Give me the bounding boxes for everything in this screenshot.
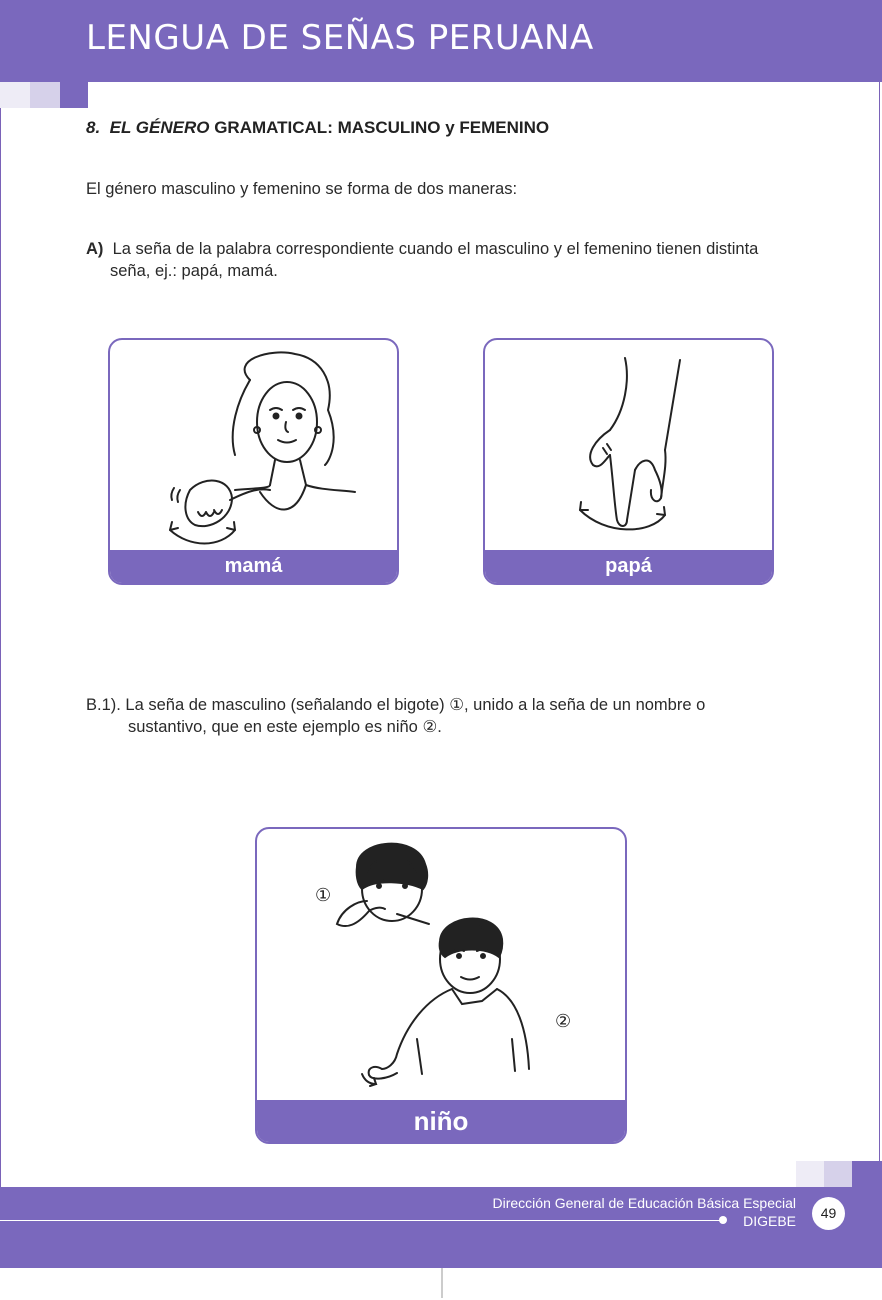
crop-mark bbox=[440, 1268, 444, 1298]
deco-block bbox=[824, 1161, 852, 1187]
section-title-italic: EL GÉNERO bbox=[109, 118, 210, 137]
page-header bbox=[0, 0, 882, 82]
mama-label: mamá bbox=[110, 550, 397, 583]
item-b1-line1: B.1). La seña de masculino (señalando el bigote) ①, unido a la seña de un nombre o bbox=[86, 696, 706, 714]
nino-step2-marker: ② bbox=[555, 1011, 572, 1032]
page-footer bbox=[0, 1187, 882, 1268]
item-a-line1: La seña de la palabra correspondiente cuando el masculino y el femenino tienen distinta bbox=[112, 240, 759, 258]
footer-organization: Dirección General de Educación Básica Especial bbox=[492, 1195, 796, 1211]
footer-rule bbox=[0, 1220, 722, 1221]
footer-decoration bbox=[796, 1161, 882, 1187]
sign-card-papa bbox=[483, 338, 774, 585]
mama-sign-illustration bbox=[110, 340, 399, 555]
deco-block bbox=[0, 82, 30, 108]
item-b1-paragraph bbox=[86, 694, 798, 738]
deco-block bbox=[30, 82, 60, 108]
section-number: 8. bbox=[86, 118, 101, 137]
section-title-rest: GRAMATICAL: MASCULINO y FEMENINO bbox=[209, 118, 550, 137]
papa-sign-illustration bbox=[485, 340, 774, 555]
nino-label: niño bbox=[257, 1100, 625, 1142]
nino-step1-marker: ① bbox=[315, 885, 332, 906]
footer-rule-dot bbox=[719, 1216, 727, 1224]
nino-sign-illustration bbox=[257, 829, 627, 1104]
deco-block bbox=[60, 82, 88, 108]
sign-card-mama bbox=[108, 338, 399, 585]
item-a-line2: seña, ej.: papá, mamá. bbox=[110, 262, 278, 280]
sign-card-nino bbox=[255, 827, 627, 1144]
item-a-paragraph bbox=[86, 238, 801, 282]
section-title bbox=[86, 118, 549, 138]
intro-paragraph: El género masculino y femenino se forma de dos maneras: bbox=[86, 180, 518, 198]
deco-block bbox=[852, 1161, 882, 1187]
page-number: 49 bbox=[812, 1197, 845, 1230]
header-title: LENGUA DE SEÑAS PERUANA bbox=[86, 18, 594, 58]
item-b1-line2: sustantivo, que en este ejemplo es niño ②. bbox=[128, 718, 442, 736]
header-decoration bbox=[0, 82, 88, 108]
deco-block bbox=[796, 1161, 824, 1187]
papa-label: papá bbox=[485, 550, 772, 583]
item-a-marker: A) bbox=[86, 240, 104, 258]
footer-acronym: DIGEBE bbox=[743, 1213, 796, 1229]
